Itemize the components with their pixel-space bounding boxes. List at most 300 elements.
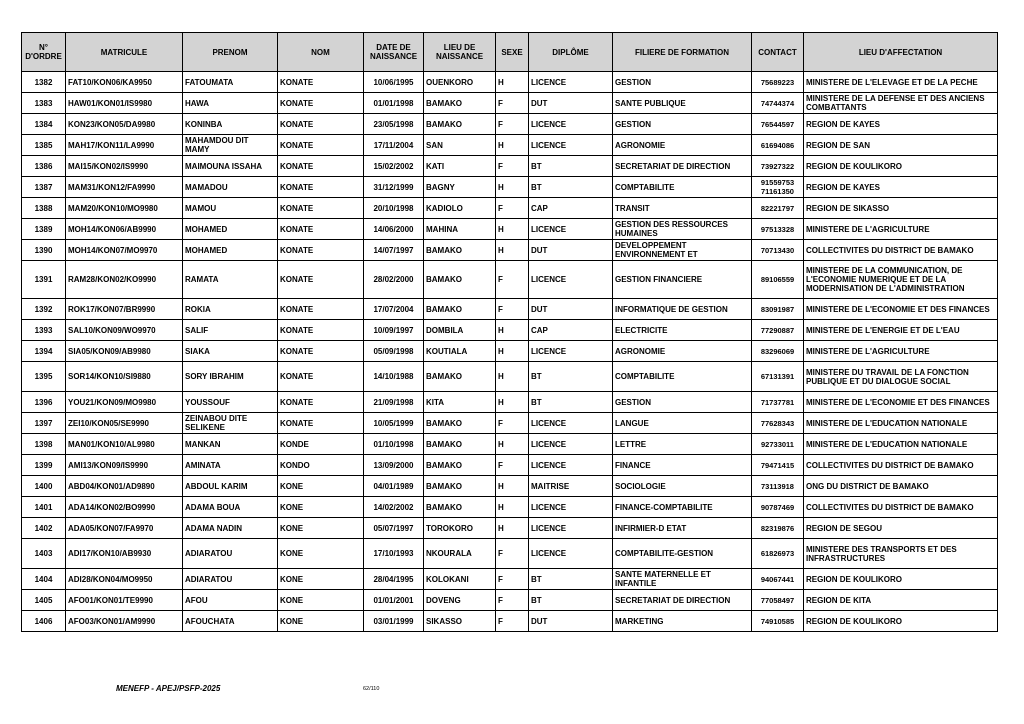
cell-date: 10/09/1997	[364, 320, 424, 341]
col-header-prenom: PRENOM	[183, 33, 278, 72]
cell-matricule: MAM20/KON10/MO9980	[66, 198, 183, 219]
cell-lieu: KATI	[424, 156, 496, 177]
cell-diplome: LICENCE	[529, 539, 613, 569]
cell-nom: KONATE	[278, 156, 364, 177]
cell-prenom: HAWA	[183, 93, 278, 114]
cell-matricule: MOH14/KON07/MO9970	[66, 240, 183, 261]
cell-lieu: KADIOLO	[424, 198, 496, 219]
col-header-sexe: SEXE	[496, 33, 529, 72]
cell-matricule: ZEI10/KON05/SE9990	[66, 413, 183, 434]
cell-prenom: ADIARATOU	[183, 539, 278, 569]
cell-date: 28/04/1995	[364, 569, 424, 590]
cell-nom: KONDO	[278, 455, 364, 476]
cell-sexe: H	[496, 434, 529, 455]
cell-contact: 73113918	[752, 476, 804, 497]
cell-sexe: F	[496, 114, 529, 135]
cell-date: 05/07/1997	[364, 518, 424, 539]
cell-date: 10/05/1999	[364, 413, 424, 434]
cell-diplome: LICENCE	[529, 434, 613, 455]
cell-prenom: MAIMOUNA ISSAHA	[183, 156, 278, 177]
table-row	[22, 219, 998, 240]
col-header-order: N° D'ORDRE	[22, 33, 66, 72]
cell-order: 1384	[22, 114, 66, 135]
cell-nom: KONATE	[278, 341, 364, 362]
cell-nom: KONE	[278, 476, 364, 497]
cell-filiere: FINANCE-COMPTABILITE	[613, 497, 752, 518]
table-row	[22, 135, 998, 156]
cell-prenom: ADIARATOU	[183, 569, 278, 590]
cell-sexe: H	[496, 135, 529, 156]
cell-prenom: ADAMA NADIN	[183, 518, 278, 539]
cell-order: 1390	[22, 240, 66, 261]
cell-date: 05/09/1998	[364, 341, 424, 362]
col-header-affectation: LIEU D'AFFECTATION	[804, 33, 998, 72]
cell-contact: 76544597	[752, 114, 804, 135]
table-row	[22, 114, 998, 135]
cell-affectation: MINISTERE DE L'ECONOMIE ET DES FINANCES	[804, 299, 998, 320]
cell-matricule: MAI15/KON02/IS9990	[66, 156, 183, 177]
cell-diplome: BT	[529, 392, 613, 413]
cell-diplome: LICENCE	[529, 72, 613, 93]
cell-affectation: COLLECTIVITES DU DISTRICT DE BAMAKO	[804, 455, 998, 476]
cell-matricule: ADA05/KON07/FA9970	[66, 518, 183, 539]
table-row	[22, 72, 998, 93]
cell-contact: 83296069	[752, 341, 804, 362]
cell-contact: 75689223	[752, 72, 804, 93]
cell-diplome: DUT	[529, 299, 613, 320]
cell-nom: KONATE	[278, 72, 364, 93]
cell-matricule: ROK17/KON07/BR9990	[66, 299, 183, 320]
cell-sexe: F	[496, 93, 529, 114]
cell-lieu: NKOURALA	[424, 539, 496, 569]
cell-prenom: MAMOU	[183, 198, 278, 219]
cell-filiere: COMPTABILITE	[613, 362, 752, 392]
cell-prenom: KONINBA	[183, 114, 278, 135]
cell-date: 01/10/1998	[364, 434, 424, 455]
cell-diplome: LICENCE	[529, 413, 613, 434]
cell-prenom: SALIF	[183, 320, 278, 341]
cell-order: 1392	[22, 299, 66, 320]
cell-matricule: AFO01/KON01/TE9990	[66, 590, 183, 611]
cell-matricule: MAM31/KON12/FA9990	[66, 177, 183, 198]
cell-date: 17/07/2004	[364, 299, 424, 320]
table-row	[22, 539, 998, 569]
cell-filiere: AGRONOMIE	[613, 341, 752, 362]
cell-contact: 74744374	[752, 93, 804, 114]
cell-lieu: KOLOKANI	[424, 569, 496, 590]
cell-filiere: COMPTABILITE	[613, 177, 752, 198]
cell-order: 1382	[22, 72, 66, 93]
cell-contact: 77628343	[752, 413, 804, 434]
cell-contact: 77290887	[752, 320, 804, 341]
cell-diplome: BT	[529, 362, 613, 392]
cell-date: 01/01/2001	[364, 590, 424, 611]
cell-nom: KONDE	[278, 434, 364, 455]
footer-label: MENEFP - APEJ/PSFP-2025	[116, 684, 221, 693]
table-row	[22, 341, 998, 362]
cell-date: 13/09/2000	[364, 455, 424, 476]
cell-lieu: SAN	[424, 135, 496, 156]
cell-diplome: BT	[529, 156, 613, 177]
cell-affectation: MINISTERE DU TRAVAIL DE LA FONCTION PUBLIQUE ET DU DIALOGUE SOCIAL	[804, 362, 998, 392]
cell-sexe: H	[496, 240, 529, 261]
cell-prenom: SIAKA	[183, 341, 278, 362]
cell-sexe: F	[496, 156, 529, 177]
cell-affectation: REGION DE SEGOU	[804, 518, 998, 539]
cell-matricule: FAT10/KON06/KA9950	[66, 72, 183, 93]
cell-affectation: REGION DE SIKASSO	[804, 198, 998, 219]
cell-date: 15/02/2002	[364, 156, 424, 177]
cell-prenom: MOHAMED	[183, 219, 278, 240]
cell-lieu: BAMAKO	[424, 299, 496, 320]
cell-date: 20/10/1998	[364, 198, 424, 219]
cell-contact: 77058497	[752, 590, 804, 611]
cell-lieu: BAMAKO	[424, 434, 496, 455]
cell-order: 1391	[22, 261, 66, 299]
cell-filiere: SECRETARIAT DE DIRECTION	[613, 590, 752, 611]
table-row	[22, 93, 998, 114]
cell-prenom: MAMADOU	[183, 177, 278, 198]
cell-matricule: KON23/KON05/DA9980	[66, 114, 183, 135]
cell-sexe: H	[496, 362, 529, 392]
cell-nom: KONATE	[278, 392, 364, 413]
table-row	[22, 497, 998, 518]
cell-sexe: H	[496, 177, 529, 198]
cell-diplome: BT	[529, 590, 613, 611]
cell-lieu: KITA	[424, 392, 496, 413]
cell-sexe: F	[496, 455, 529, 476]
cell-order: 1401	[22, 497, 66, 518]
cell-affectation: ONG DU DISTRICT DE BAMAKO	[804, 476, 998, 497]
cell-matricule: ABD04/KON01/AD9890	[66, 476, 183, 497]
cell-matricule: MAN01/KON10/AL9980	[66, 434, 183, 455]
cell-diplome: LICENCE	[529, 341, 613, 362]
cell-date: 31/12/1999	[364, 177, 424, 198]
cell-matricule: ADI17/KON10/AB9930	[66, 539, 183, 569]
col-header-nom: NOM	[278, 33, 364, 72]
cell-contact: 71737781	[752, 392, 804, 413]
cell-contact: 83091987	[752, 299, 804, 320]
cell-order: 1397	[22, 413, 66, 434]
cell-filiere: TRANSIT	[613, 198, 752, 219]
header-row	[22, 33, 998, 72]
cell-prenom: RAMATA	[183, 261, 278, 299]
cell-lieu: BAMAKO	[424, 476, 496, 497]
cell-contact: 89106559	[752, 261, 804, 299]
cell-affectation: MINISTERE DE L'ELEVAGE ET DE LA PECHE	[804, 72, 998, 93]
cell-lieu: BAMAKO	[424, 497, 496, 518]
cell-diplome: CAP	[529, 320, 613, 341]
cell-lieu: BAMAKO	[424, 240, 496, 261]
cell-prenom: SORY IBRAHIM	[183, 362, 278, 392]
cell-order: 1405	[22, 590, 66, 611]
cell-order: 1388	[22, 198, 66, 219]
cell-diplome: MAITRISE	[529, 476, 613, 497]
cell-affectation: MINISTERE DE L'ENERGIE ET DE L'EAU	[804, 320, 998, 341]
table-row	[22, 240, 998, 261]
cell-filiere: LETTRE	[613, 434, 752, 455]
cell-lieu: TOROKORO	[424, 518, 496, 539]
table-row	[22, 413, 998, 434]
cell-nom: KONATE	[278, 135, 364, 156]
cell-date: 21/09/1998	[364, 392, 424, 413]
cell-lieu: BAGNY	[424, 177, 496, 198]
roster-table	[21, 32, 998, 632]
cell-sexe: F	[496, 413, 529, 434]
cell-sexe: H	[496, 72, 529, 93]
cell-order: 1387	[22, 177, 66, 198]
cell-filiere: INFORMATIQUE DE GESTION	[613, 299, 752, 320]
cell-affectation: COLLECTIVITES DU DISTRICT DE BAMAKO	[804, 497, 998, 518]
cell-order: 1396	[22, 392, 66, 413]
cell-prenom: ADAMA BOUA	[183, 497, 278, 518]
table-row	[22, 476, 998, 497]
cell-prenom: ZEINABOU DITE SELIKENE	[183, 413, 278, 434]
cell-affectation: MINISTERE DE L'EDUCATION NATIONALE	[804, 413, 998, 434]
cell-diplome: LICENCE	[529, 455, 613, 476]
cell-affectation: MINISTERE DE L'AGRICULTURE	[804, 341, 998, 362]
cell-order: 1386	[22, 156, 66, 177]
cell-filiere: SANTE PUBLIQUE	[613, 93, 752, 114]
cell-prenom: ROKIA	[183, 299, 278, 320]
cell-nom: KONE	[278, 590, 364, 611]
cell-contact: 79471415	[752, 455, 804, 476]
cell-sexe: F	[496, 299, 529, 320]
cell-matricule: AMI13/KON09/IS9990	[66, 455, 183, 476]
cell-nom: KONATE	[278, 261, 364, 299]
cell-order: 1402	[22, 518, 66, 539]
cell-sexe: H	[496, 219, 529, 240]
cell-contact: 91559753 71161350	[752, 177, 804, 198]
cell-lieu: DOMBILA	[424, 320, 496, 341]
cell-contact: 61694086	[752, 135, 804, 156]
cell-affectation: MINISTERE DE L'EDUCATION NATIONALE	[804, 434, 998, 455]
cell-matricule: AFO03/KON01/AM9990	[66, 611, 183, 632]
cell-diplome: CAP	[529, 198, 613, 219]
cell-diplome: LICENCE	[529, 219, 613, 240]
cell-matricule: MAH17/KON11/LA9990	[66, 135, 183, 156]
cell-filiere: ELECTRICITE	[613, 320, 752, 341]
cell-sexe: F	[496, 590, 529, 611]
cell-order: 1403	[22, 539, 66, 569]
cell-diplome: LICENCE	[529, 135, 613, 156]
cell-contact: 94067441	[752, 569, 804, 590]
cell-contact: 61826973	[752, 539, 804, 569]
cell-filiere: COMPTABILITE-GESTION	[613, 539, 752, 569]
cell-sexe: F	[496, 611, 529, 632]
cell-matricule: RAM28/KON02/KO9990	[66, 261, 183, 299]
cell-lieu: MAHINA	[424, 219, 496, 240]
cell-nom: KONATE	[278, 219, 364, 240]
cell-contact: 90787469	[752, 497, 804, 518]
cell-affectation: REGION DE SAN	[804, 135, 998, 156]
cell-contact: 82221797	[752, 198, 804, 219]
col-header-contact: CONTACT	[752, 33, 804, 72]
page-number: 62/110	[363, 686, 380, 692]
cell-nom: KONATE	[278, 114, 364, 135]
cell-diplome: BT	[529, 569, 613, 590]
cell-diplome: DUT	[529, 611, 613, 632]
table-row	[22, 518, 998, 539]
cell-nom: KONATE	[278, 240, 364, 261]
cell-date: 04/01/1989	[364, 476, 424, 497]
table-row	[22, 299, 998, 320]
table-row	[22, 590, 998, 611]
cell-filiere: GESTION	[613, 392, 752, 413]
cell-order: 1389	[22, 219, 66, 240]
table-row	[22, 156, 998, 177]
cell-nom: KONATE	[278, 362, 364, 392]
cell-matricule: HAW01/KON01/IS9980	[66, 93, 183, 114]
cell-prenom: AMINATA	[183, 455, 278, 476]
cell-sexe: F	[496, 539, 529, 569]
cell-filiere: GESTION	[613, 72, 752, 93]
cell-affectation: REGION DE KOULIKORO	[804, 156, 998, 177]
cell-contact: 73927322	[752, 156, 804, 177]
cell-lieu: BAMAKO	[424, 114, 496, 135]
cell-sexe: H	[496, 392, 529, 413]
cell-order: 1404	[22, 569, 66, 590]
cell-diplome: LICENCE	[529, 114, 613, 135]
cell-matricule: SAL10/KON09/WO9970	[66, 320, 183, 341]
cell-matricule: ADI28/KON04/MO9950	[66, 569, 183, 590]
cell-prenom: MANKAN	[183, 434, 278, 455]
cell-date: 14/02/2002	[364, 497, 424, 518]
cell-filiere: DEVELOPPEMENT ENVIRONNEMENT ET	[613, 240, 752, 261]
cell-filiere: SANTE MATERNELLE ET INFANTILE	[613, 569, 752, 590]
cell-diplome: LICENCE	[529, 518, 613, 539]
table-row	[22, 611, 998, 632]
cell-sexe: H	[496, 341, 529, 362]
table-row	[22, 434, 998, 455]
cell-diplome: LICENCE	[529, 261, 613, 299]
cell-diplome: DUT	[529, 240, 613, 261]
cell-sexe: H	[496, 476, 529, 497]
col-header-diplome: DIPLÔME	[529, 33, 613, 72]
cell-lieu: BAMAKO	[424, 362, 496, 392]
table-row	[22, 392, 998, 413]
col-header-filiere: FILIERE DE FORMATION	[613, 33, 752, 72]
cell-prenom: AFOU	[183, 590, 278, 611]
cell-sexe: F	[496, 198, 529, 219]
cell-contact: 92733011	[752, 434, 804, 455]
cell-date: 14/10/1988	[364, 362, 424, 392]
table-row	[22, 177, 998, 198]
cell-filiere: SECRETARIAT DE DIRECTION	[613, 156, 752, 177]
col-header-date: DATE DE NAISSANCE	[364, 33, 424, 72]
cell-nom: KONATE	[278, 320, 364, 341]
cell-order: 1395	[22, 362, 66, 392]
cell-nom: KONATE	[278, 177, 364, 198]
cell-prenom: MOHAMED	[183, 240, 278, 261]
cell-contact: 67131391	[752, 362, 804, 392]
cell-date: 23/05/1998	[364, 114, 424, 135]
cell-contact: 70713430	[752, 240, 804, 261]
cell-order: 1406	[22, 611, 66, 632]
cell-order: 1385	[22, 135, 66, 156]
table-row	[22, 569, 998, 590]
cell-affectation: MINISTERE DE LA DEFENSE ET DES ANCIENS COMBATTANTS	[804, 93, 998, 114]
cell-affectation: MINISTERE DE LA COMMUNICATION, DE L'ECONOMIE NUMERIQUE ET DE LA MODERNISATION DE L'ADMINISTRATION	[804, 261, 998, 299]
cell-filiere: INFIRMIER-D ETAT	[613, 518, 752, 539]
cell-prenom: AFOUCHATA	[183, 611, 278, 632]
cell-affectation: REGION DE KOULIKORO	[804, 569, 998, 590]
cell-lieu: KOUTIALA	[424, 341, 496, 362]
cell-matricule: SIA05/KON09/AB9980	[66, 341, 183, 362]
table-row	[22, 362, 998, 392]
cell-sexe: H	[496, 497, 529, 518]
table-row	[22, 455, 998, 476]
cell-nom: KONE	[278, 518, 364, 539]
cell-lieu: SIKASSO	[424, 611, 496, 632]
cell-filiere: MARKETING	[613, 611, 752, 632]
cell-date: 14/06/2000	[364, 219, 424, 240]
cell-date: 03/01/1999	[364, 611, 424, 632]
cell-order: 1394	[22, 341, 66, 362]
cell-order: 1399	[22, 455, 66, 476]
cell-sexe: H	[496, 518, 529, 539]
cell-nom: KONATE	[278, 198, 364, 219]
cell-nom: KONE	[278, 569, 364, 590]
cell-prenom: MAHAMDOU DIT MAMY	[183, 135, 278, 156]
cell-date: 14/07/1997	[364, 240, 424, 261]
cell-contact: 97513328	[752, 219, 804, 240]
cell-nom: KONE	[278, 539, 364, 569]
cell-nom: KONATE	[278, 93, 364, 114]
cell-diplome: DUT	[529, 93, 613, 114]
cell-affectation: REGION DE KAYES	[804, 177, 998, 198]
cell-nom: KONATE	[278, 413, 364, 434]
table-row	[22, 198, 998, 219]
cell-matricule: YOU21/KON09/MO9980	[66, 392, 183, 413]
cell-affectation: COLLECTIVITES DU DISTRICT DE BAMAKO	[804, 240, 998, 261]
cell-sexe: H	[496, 320, 529, 341]
cell-filiere: FINANCE	[613, 455, 752, 476]
cell-diplome: LICENCE	[529, 497, 613, 518]
cell-sexe: F	[496, 261, 529, 299]
cell-contact: 82319876	[752, 518, 804, 539]
cell-affectation: REGION DE KITA	[804, 590, 998, 611]
cell-filiere: GESTION	[613, 114, 752, 135]
cell-nom: KONATE	[278, 299, 364, 320]
cell-prenom: ABDOUL KARIM	[183, 476, 278, 497]
cell-matricule: ADA14/KON02/BO9990	[66, 497, 183, 518]
cell-sexe: F	[496, 569, 529, 590]
cell-date: 17/10/1993	[364, 539, 424, 569]
cell-nom: KONE	[278, 497, 364, 518]
cell-contact: 74910585	[752, 611, 804, 632]
cell-lieu: DOVENG	[424, 590, 496, 611]
cell-prenom: YOUSSOUF	[183, 392, 278, 413]
cell-date: 01/01/1998	[364, 93, 424, 114]
cell-matricule: SOR14/KON10/SI9880	[66, 362, 183, 392]
cell-affectation: MINISTERE DE L'ECONOMIE ET DES FINANCES	[804, 392, 998, 413]
cell-date: 17/11/2004	[364, 135, 424, 156]
cell-affectation: REGION DE KAYES	[804, 114, 998, 135]
cell-prenom: FATOUMATA	[183, 72, 278, 93]
cell-filiere: GESTION DES RESSOURCES HUMAINES	[613, 219, 752, 240]
cell-affectation: REGION DE KOULIKORO	[804, 611, 998, 632]
cell-affectation: MINISTERE DES TRANSPORTS ET DES INFRASTRUCTURES	[804, 539, 998, 569]
cell-order: 1400	[22, 476, 66, 497]
cell-lieu: OUENKORO	[424, 72, 496, 93]
cell-date: 28/02/2000	[364, 261, 424, 299]
col-header-matricule: MATRICULE	[66, 33, 183, 72]
table-header	[22, 33, 998, 72]
cell-order: 1393	[22, 320, 66, 341]
cell-lieu: BAMAKO	[424, 413, 496, 434]
cell-diplome: BT	[529, 177, 613, 198]
